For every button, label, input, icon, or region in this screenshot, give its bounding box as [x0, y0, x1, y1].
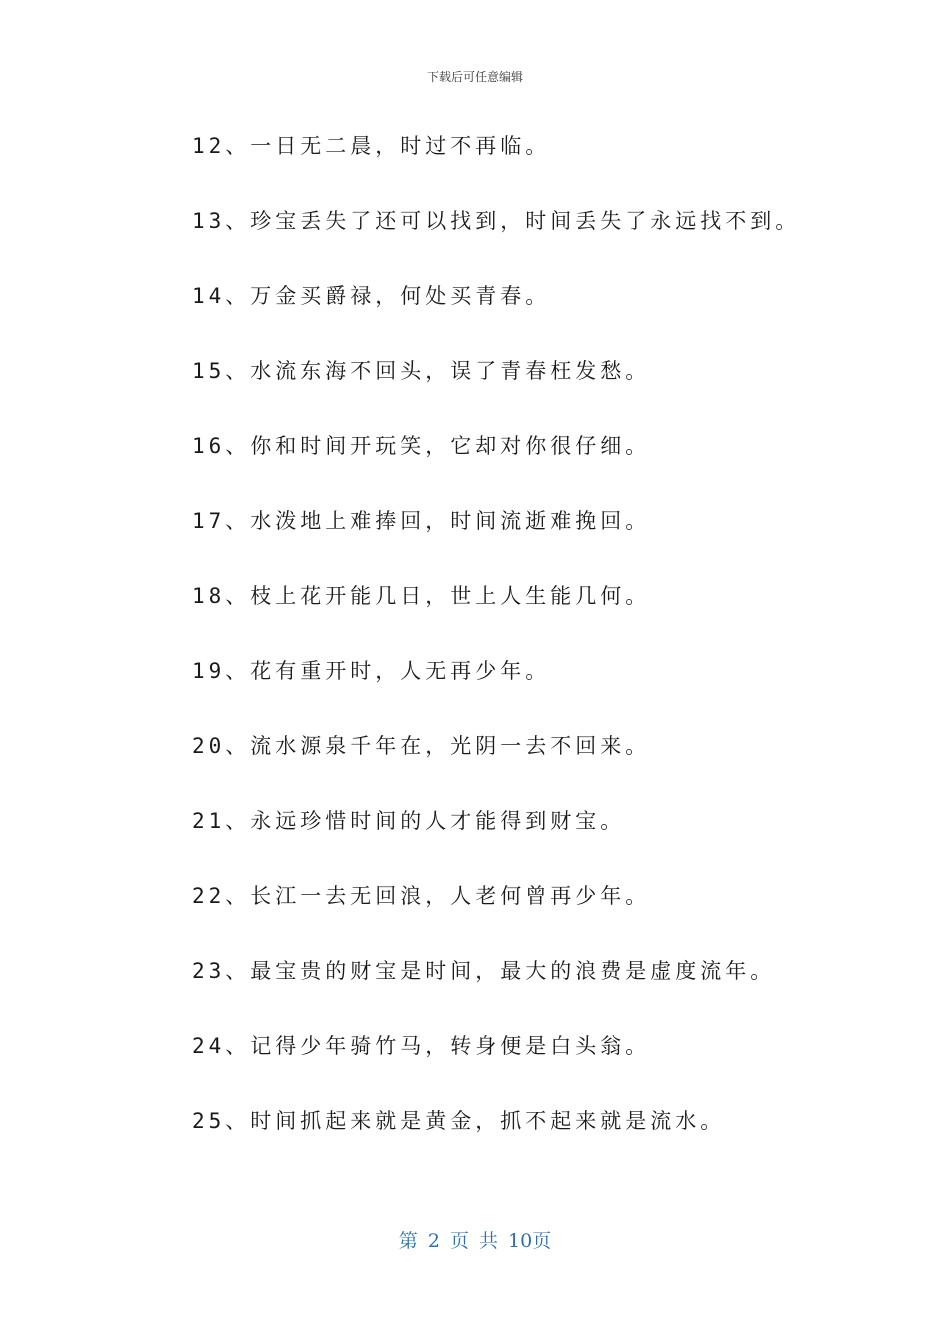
list-item: 17、水泼地上难捧回，时间流逝难挽回。 [192, 509, 651, 533]
page-header: 下载后可任意编辑 [426, 70, 523, 84]
list-item: 12、一日无二晨，时过不再临。 [192, 134, 551, 158]
list-item: 13、珍宝丢失了还可以找到，时间丢失了永远找不到。 [192, 209, 801, 233]
list-item: 20、流水源泉千年在，光阴一去不回来。 [192, 734, 651, 758]
list-item: 25、时间抓起来就是黄金，抓不起来就是流水。 [192, 1109, 726, 1133]
list-item: 18、枝上花开能几日，世上人生能几何。 [192, 584, 651, 608]
list-item: 23、最宝贵的财宝是时间，最大的浪费是虚度流年。 [192, 959, 776, 983]
list-item: 21、永远珍惜时间的人才能得到财宝。 [192, 809, 626, 833]
list-item: 16、你和时间开玩笑，它却对你很仔细。 [192, 434, 651, 458]
document-body [192, 130, 892, 1180]
page-number-footer: 第 2 页 共 10页 [398, 1230, 552, 1252]
list-item: 14、万金买爵禄，何处买青春。 [192, 284, 551, 308]
list-item: 19、花有重开时，人无再少年。 [192, 659, 551, 683]
list-item: 24、记得少年骑竹马，转身便是白头翁。 [192, 1034, 651, 1058]
list-item: 22、长江一去无回浪，人老何曾再少年。 [192, 884, 651, 908]
list-item: 15、水流东海不回头，误了青春枉发愁。 [192, 359, 651, 383]
